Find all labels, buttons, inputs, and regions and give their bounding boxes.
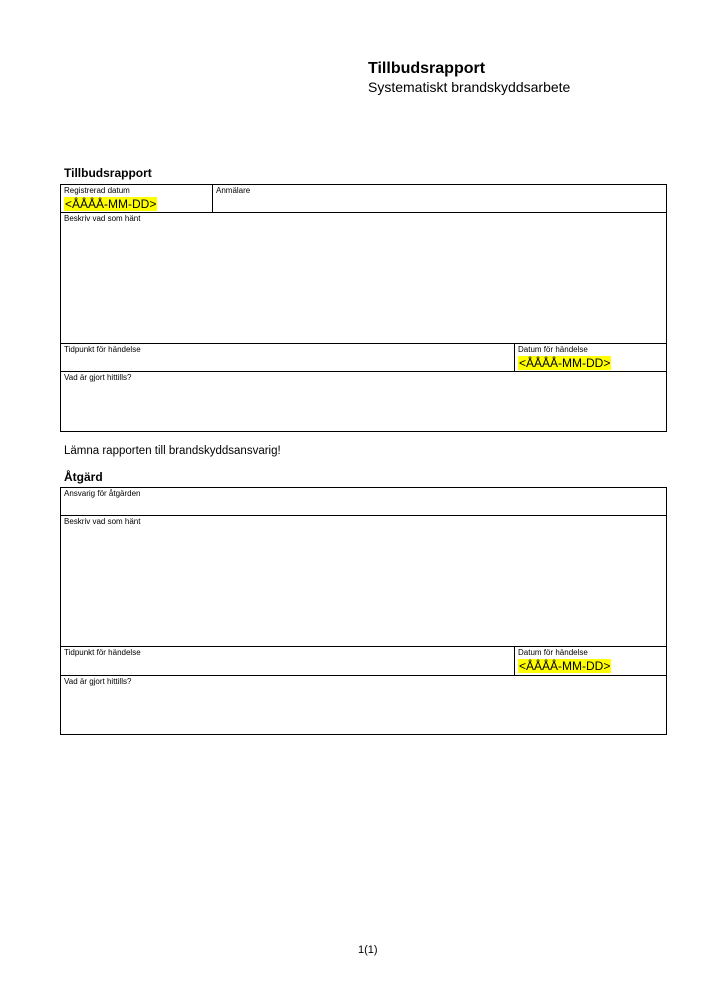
field-label: Ansvarig för åtgärden [64,489,141,498]
describe-field[interactable] [60,212,667,344]
field-value: <ÅÅÅÅ-MM-DD> [519,659,611,673]
date-field[interactable] [514,343,667,372]
action-describe-field[interactable] [60,515,667,647]
field-label: Anmälare [216,186,251,195]
responsible-field[interactable] [60,487,667,516]
field-label: Vad är gjort hittills? [64,373,132,382]
action-done-so-far-field[interactable] [60,675,667,735]
field-label: Beskriv vad som hänt [64,214,141,223]
field-label: Beskriv vad som hänt [64,517,141,526]
action-heading: Åtgärd [64,470,103,484]
field-label: Tidpunkt för händelse [64,648,141,657]
report-heading: Tillbudsrapport [64,166,152,180]
page-number: 1(1) [358,944,378,956]
time-field[interactable] [60,343,515,372]
notice-text: Lämna rapporten till brandskyddsansvarig! [64,445,281,457]
field-label: Registrerad datum [64,186,130,195]
field-value: <ÅÅÅÅ-MM-DD> [65,197,157,211]
field-label: Datum för händelse [518,345,588,354]
done-so-far-field[interactable] [60,371,667,432]
document-title: Tillbudsrapport [368,60,486,77]
field-label: Tidpunkt för händelse [64,345,141,354]
action-time-field[interactable] [60,646,515,676]
field-label: Vad är gjort hittills? [64,677,132,686]
registered-date-field[interactable] [60,184,213,213]
action-date-field[interactable] [514,646,667,676]
field-value: <ÅÅÅÅ-MM-DD> [519,356,611,370]
field-label: Datum för händelse [518,648,588,657]
document-subtitle: Systematiskt brandskyddsarbete [368,79,571,95]
reporter-field[interactable] [212,184,667,213]
